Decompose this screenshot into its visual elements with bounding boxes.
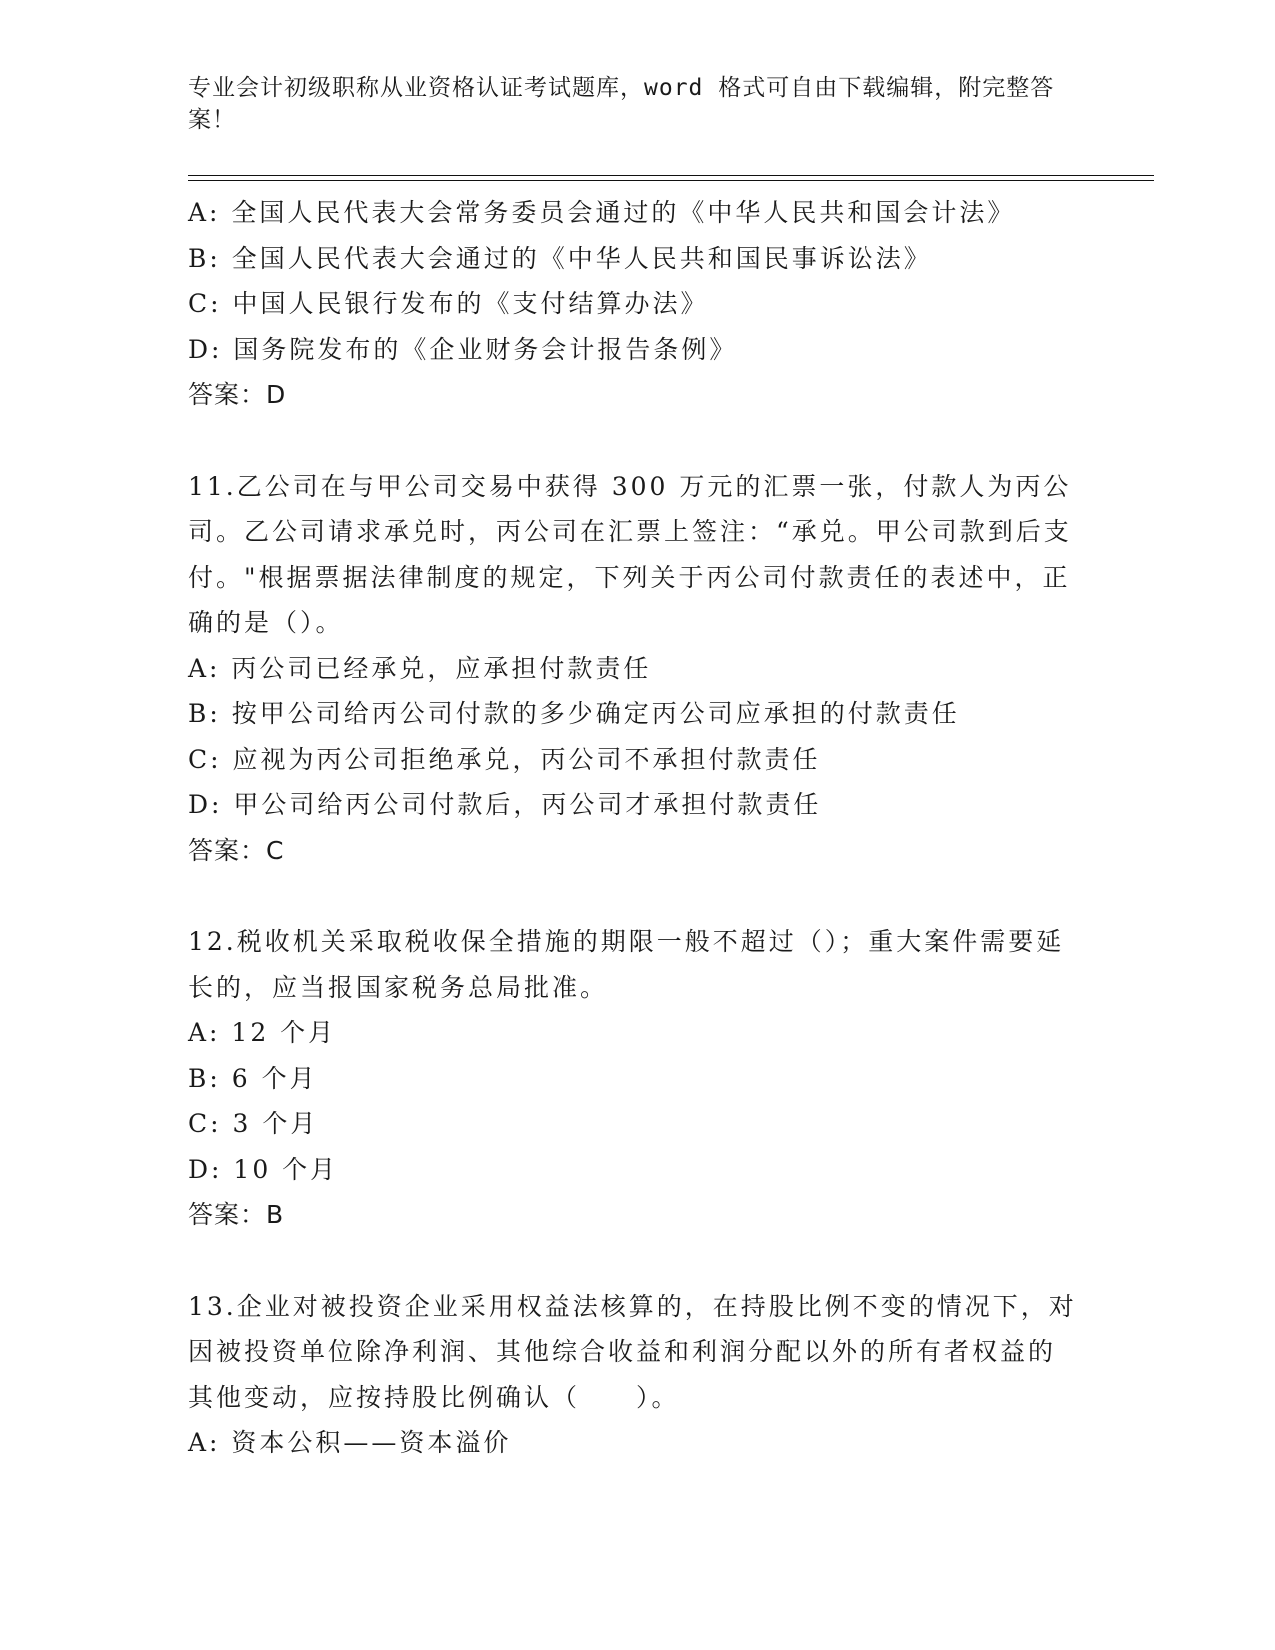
option-a: A: 全国人民代表大会常务委员会通过的《中华人民共和国会计法》 — [188, 198, 1016, 227]
question-text: 13.企业对被投资企业采用权益法核算的，在持股比例不变的情况下，对因被投资单位除净利润、其他综合收益和利润分配以外的所有者权益的其他变动，应按持股比例确认（ ）。 — [188, 1291, 1077, 1412]
question-10 — [188, 190, 1088, 418]
option-b: B: 全国人民代表大会通过的《中华人民共和国民事诉讼法》 — [188, 243, 932, 273]
header-rule-top — [188, 175, 1154, 176]
option-b: B: 6 个月 — [188, 1063, 318, 1093]
question-12 — [188, 919, 1088, 1238]
question-content — [188, 190, 1088, 1466]
document-header: 专业会计初级职称从业资格认证考试题库，word 格式可自由下载编辑，附完整答案！ — [188, 75, 1055, 133]
header-rule-bottom — [188, 180, 1154, 181]
spacer — [188, 418, 1088, 464]
question-text: 12.税收机关采取税收保全措施的期限一般不超过（）；重大案件需要延长的，应当报国家税务总局批准。 — [188, 927, 1065, 1002]
question-11 — [188, 464, 1088, 874]
answer-label: 答案：C — [188, 835, 285, 865]
answer-label: 答案：D — [188, 380, 287, 409]
option-d: D: 国务院发布的《企业财务会计报告条例》 — [188, 334, 738, 364]
option-c: C: 应视为丙公司拒绝承兑，丙公司不承担付款责任 — [188, 744, 821, 774]
option-a: A: 资本公积——资本溢价 — [188, 1428, 512, 1457]
question-text: 11.乙公司在与甲公司交易中获得 300 万元的汇票一张，付款人为丙公司。乙公司请求承兑时，丙公司在汇票上签注：“承兑。甲公司款到后支付。"根据票据法律制度的规定，下列关于丙公司付款责任的表述中，正确的是（）。 — [188, 471, 1072, 637]
question-13 — [188, 1284, 1088, 1466]
option-d: D: 10 个月 — [188, 1154, 339, 1184]
option-c: C: 3 个月 — [188, 1109, 319, 1138]
answer-label: 答案：B — [188, 1200, 285, 1229]
spacer — [188, 873, 1088, 919]
option-d: D: 甲公司给丙公司付款后，丙公司才承担付款责任 — [188, 790, 822, 819]
option-a: A: 丙公司已经承兑，应承担付款责任 — [188, 653, 652, 683]
option-a: A: 12 个月 — [188, 1018, 337, 1047]
spacer — [188, 1238, 1088, 1284]
option-b: B: 按甲公司给丙公司付款的多少确定丙公司应承担的付款责任 — [188, 699, 960, 728]
option-c: C: 中国人民银行发布的《支付结算办法》 — [188, 289, 709, 318]
